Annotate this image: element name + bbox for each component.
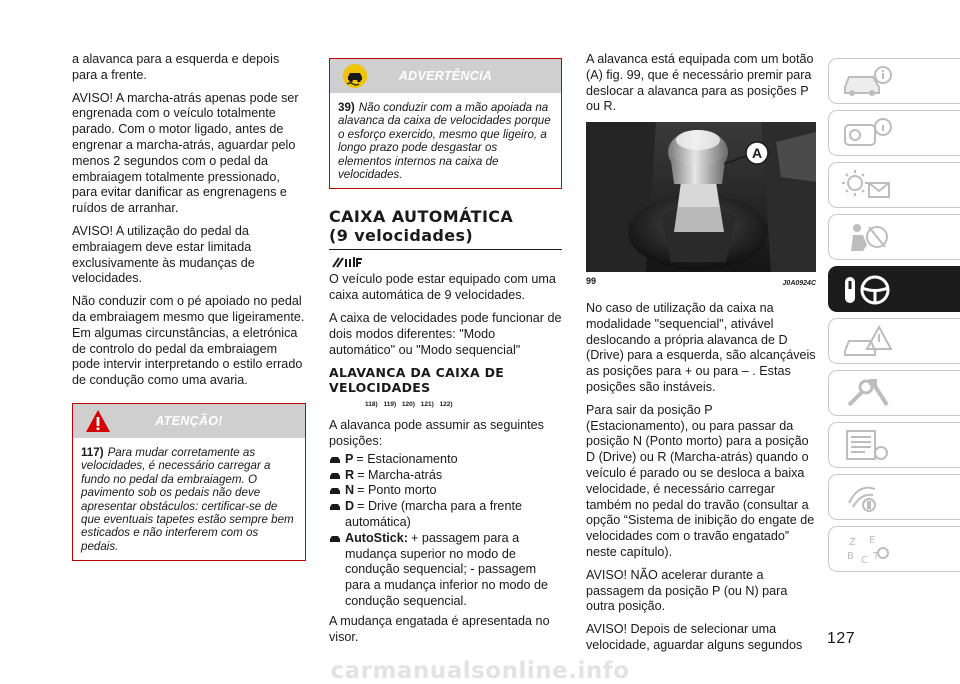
tab-maintenance[interactable] — [828, 370, 960, 416]
paragraph: No caso de utilização da caixa na modalidade "sequencial", ativável deslocando a própria alavanca de D (Drive) para a esquerda, são alcançáveis as posições para + ou para – . Estas posições são instáveis. — [586, 300, 816, 394]
note-text: Não conduzir com a mão apoiada na alavanca da caixa de velocidades porque o esforço exercido, mesmo que ligeiro, a longo prazo pode desgastar os elementos internos na caixa de velocidades. — [338, 101, 551, 182]
gear-desc: + passagem para a mudança superior no modo de condução sequencial; - passagem para a mudança inferior no modo de condução sequencial. — [345, 530, 549, 608]
gear-desc: = Drive (marcha para a frente automática) — [345, 499, 522, 529]
chapter-tabs — [828, 58, 960, 578]
left-column — [72, 52, 306, 561]
list-item — [329, 452, 562, 468]
warning-header — [330, 59, 561, 93]
attention-title: ATENÇÃO! — [155, 413, 223, 428]
car-bullet-icon — [329, 455, 341, 464]
multimedia-icon — [839, 479, 899, 515]
gear-desc: = Ponto morto — [357, 483, 437, 498]
paragraph: O veículo pode estar equipado com uma caixa automática de 9 velocidades. — [329, 272, 556, 303]
maintenance-tools-icon — [839, 375, 899, 411]
paragraph: A caixa de velocidades pode funcionar de dois modos diferentes: "Modo automático" ou "Modo sequencial" — [329, 311, 562, 357]
paragraph: a alavanca para a esquerda e depois para a frente. — [72, 52, 280, 82]
car-dashboard-icon — [839, 115, 899, 151]
right-column — [586, 52, 816, 661]
heading-line: CAIXA AUTOMÁTICA — [329, 207, 514, 227]
figure-caption — [586, 274, 816, 292]
car-bullet-icon — [329, 471, 341, 480]
svg-text:Z: Z — [849, 537, 856, 548]
paragraph: AVISO! A marcha-atrás apenas pode ser engrenada com o veículo totalmente parado. Com o motor ligado, antes de engrenar a marcha-atrás, aguardar pelo menos 2 segundos com o pedal da embraiagem totalmente pressionado, para evitar danificar as engrenagens e ruídos de arranhar. — [72, 90, 299, 216]
page-number: 127 — [827, 630, 856, 647]
car-bullet-icon — [329, 486, 341, 495]
gear-lever-illustration — [586, 122, 816, 272]
car-bullet-icon — [329, 502, 341, 511]
middle-column — [329, 58, 562, 652]
paragraph: Não conduzir com o pé apoiado no pedal da embraiagem mesmo que ligeiramente. Em algumas circunstâncias, a eletrónica de controlo do pedal da embraiagem pode intervir interpretando o estilo errado de condução como uma avaria. — [72, 294, 305, 388]
paragraph: AVISO! Depois de selecionar uma velocidade, aguardar alguns segundos — [586, 622, 803, 652]
gear-key: R — [345, 467, 355, 482]
warning-triangle-icon — [85, 408, 111, 434]
paragraph: AVISO! NÃO acelerar durante a passagem da posição P (ou N) para outra posição. — [586, 567, 788, 614]
key-steering-wheel-icon — [839, 271, 899, 309]
section-heading — [329, 207, 562, 250]
tab-multimedia[interactable] — [828, 474, 960, 520]
tab-technical-data[interactable] — [828, 422, 960, 468]
technical-data-icon — [839, 427, 899, 463]
gear-key: D — [345, 499, 355, 514]
figure-code: J0A0924C — [782, 280, 816, 288]
warning-text — [330, 93, 561, 188]
car-skid-warning-icon — [342, 63, 368, 89]
heading-line: (9 velocidades) — [329, 226, 474, 246]
list-item — [329, 531, 562, 610]
gear-desc: = Marcha-atrás — [357, 467, 443, 482]
warning-title: ADVERTÊNCIA — [398, 69, 493, 83]
attention-header — [73, 404, 305, 438]
warning-lights-icon — [839, 167, 899, 203]
gear-key: P — [345, 451, 354, 466]
note-number: 39) — [338, 101, 355, 114]
emergency-triangle-icon — [839, 323, 899, 359]
attention-box — [72, 403, 306, 561]
list-item — [329, 499, 562, 531]
note-references: 118) 119) 120) 121) 122) — [365, 401, 453, 409]
tab-warning-lights[interactable] — [828, 162, 960, 208]
svg-text:C: C — [861, 555, 868, 566]
gear-lever-photo — [586, 122, 816, 272]
tab-emergency[interactable] — [828, 318, 960, 364]
tab-index[interactable] — [828, 526, 960, 572]
note-text: Para mudar corretamente as velocidades, é necessário carregar a fundo no pedal da embraiagem. O pavimento sob os pedais não deve apresentar obstáculos: certificar-se de que eventuais tapetes estão sempre bem esticados e não interferem com os pedais. — [81, 445, 294, 553]
paragraph: A alavanca pode assumir as seguintes posições: — [329, 418, 544, 449]
note-number: 117) — [81, 445, 104, 459]
callout-label-a: A — [751, 145, 763, 162]
tab-starting-driving[interactable] — [828, 266, 960, 312]
figure-number: 99 — [586, 276, 597, 287]
tab-safety[interactable] — [828, 214, 960, 260]
car-bullet-icon — [329, 534, 341, 543]
airbag-safety-icon — [839, 219, 899, 255]
paragraph: A alavanca está equipada com um botão (A) fig. 99, que é necessário premir para deslocar a alavanca para as posições P ou R. — [586, 52, 814, 114]
gear-position-list — [329, 452, 562, 610]
gearbox-symbol-icon — [331, 255, 365, 269]
list-item — [329, 468, 562, 484]
gear-key: N — [345, 483, 355, 498]
tab-dashboard[interactable] — [828, 110, 960, 156]
svg-text:B: B — [847, 551, 854, 562]
gear-desc: = Estacionamento — [356, 451, 458, 466]
attention-text — [73, 438, 305, 560]
svg-text:T: T — [873, 551, 880, 562]
car-info-icon — [839, 63, 899, 99]
svg-text:E: E — [869, 535, 876, 546]
index-abc-icon — [839, 531, 899, 567]
paragraph: A mudança engatada é apresentada no visor. — [329, 613, 550, 644]
subsection-heading: ALAVANCA DA CAIXA DE VELOCIDADES — [329, 365, 505, 396]
gear-key: AutoStick: — [345, 530, 408, 545]
tab-vehicle-info[interactable] — [828, 58, 960, 104]
warning-box — [329, 58, 562, 189]
paragraph: Para sair da posição P (Estacionamento), ou para passar da posição N (Ponto morto) para a posição D (Drive) ou R (Marcha-atrás) quando o veículo é parado ou se desloca a baixa velocidade, é necessário carregar também no pedal do travão (consultar a opção “Sistema de inibição do engate de velocidades com o travão engatado” neste capítulo). — [586, 402, 815, 559]
paragraph: AVISO! A utilização do pedal da embraiagem deve estar limitada exclusivamente às mudanças de velocidades. — [72, 223, 255, 286]
list-item — [329, 483, 562, 499]
watermark: carmanualsonline.info — [330, 658, 630, 684]
